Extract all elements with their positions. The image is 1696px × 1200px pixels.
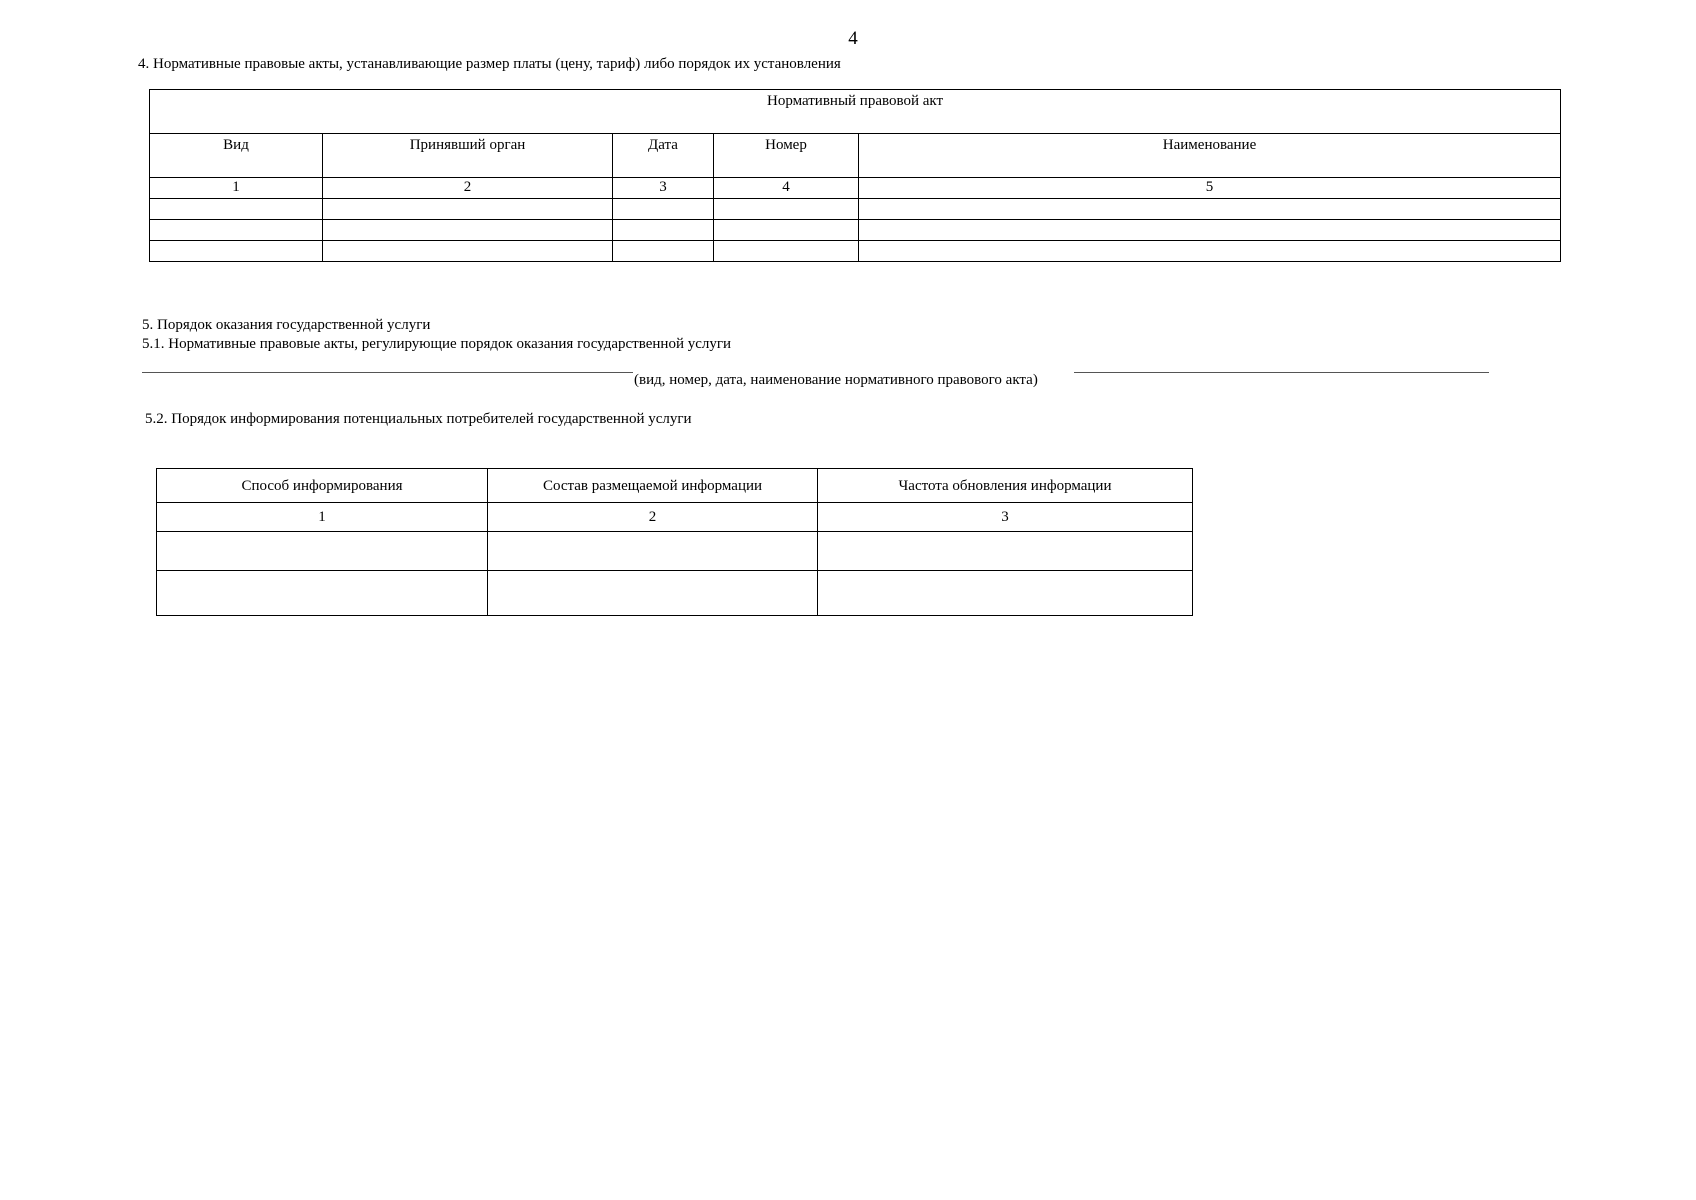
table-cell — [714, 220, 859, 241]
column-number-row — [157, 503, 1193, 532]
legal-acts-table — [149, 89, 1561, 262]
table-cell — [157, 532, 488, 571]
column-header: Принявший орган — [323, 134, 613, 178]
table-cell — [859, 220, 1561, 241]
table-cell — [323, 220, 613, 241]
table-row — [150, 220, 1561, 241]
column-header: Номер — [714, 134, 859, 178]
table-cell — [818, 571, 1193, 616]
column-header: Способ информирования — [157, 469, 488, 503]
column-header: Дата — [613, 134, 714, 178]
column-header: Частота обновления информации — [818, 469, 1193, 503]
column-number: 5 — [859, 178, 1561, 199]
table-group-header: Нормативный правовой акт — [150, 90, 1561, 134]
fill-in-line-left — [142, 372, 633, 373]
column-number: 1 — [157, 503, 488, 532]
table-cell — [157, 571, 488, 616]
table-cell — [714, 241, 859, 262]
column-number: 3 — [613, 178, 714, 199]
table-row — [150, 241, 1561, 262]
table-cell — [488, 532, 818, 571]
table-row — [150, 199, 1561, 220]
table-cell — [613, 199, 714, 220]
table-cell — [859, 241, 1561, 262]
table-cell — [613, 220, 714, 241]
table-cell — [714, 199, 859, 220]
table-cell — [323, 241, 613, 262]
section-5-2-title: 5.2. Порядок информирования потенциальных потребителей государственной услуги — [145, 411, 692, 427]
table-cell — [150, 241, 323, 262]
table-row — [157, 571, 1193, 616]
table-cell — [488, 571, 818, 616]
table-cell — [150, 220, 323, 241]
column-header: Наименование — [859, 134, 1561, 178]
column-header: Вид — [150, 134, 323, 178]
fill-in-caption: (вид, номер, дата, наименование нормативного правового акта) — [634, 372, 1038, 388]
table-header-row — [150, 134, 1561, 178]
column-number: 2 — [488, 503, 818, 532]
section-5-1-title: 5.1. Нормативные правовые акты, регулирующие порядок оказания государственной услуги — [142, 336, 732, 352]
column-number: 1 — [150, 178, 323, 199]
table-cell — [323, 199, 613, 220]
table-group-header-row — [150, 90, 1561, 134]
table-row — [157, 532, 1193, 571]
column-number: 2 — [323, 178, 613, 199]
table-cell — [613, 241, 714, 262]
table-header-row — [157, 469, 1193, 503]
page-number: 4 — [848, 28, 858, 49]
section-5-title: 5. Порядок оказания государственной услуги — [142, 317, 431, 333]
table-cell — [150, 199, 323, 220]
informing-table — [156, 468, 1193, 616]
column-number: 3 — [818, 503, 1193, 532]
column-header: Состав размещаемой информации — [488, 469, 818, 503]
fill-in-line-right — [1074, 372, 1489, 373]
column-number-row — [150, 178, 1561, 199]
column-number: 4 — [714, 178, 859, 199]
table-cell — [818, 532, 1193, 571]
section-4-title: 4. Нормативные правовые акты, устанавливающие размер платы (цену, тариф) либо порядок их установления — [138, 56, 841, 72]
table-cell — [859, 199, 1561, 220]
